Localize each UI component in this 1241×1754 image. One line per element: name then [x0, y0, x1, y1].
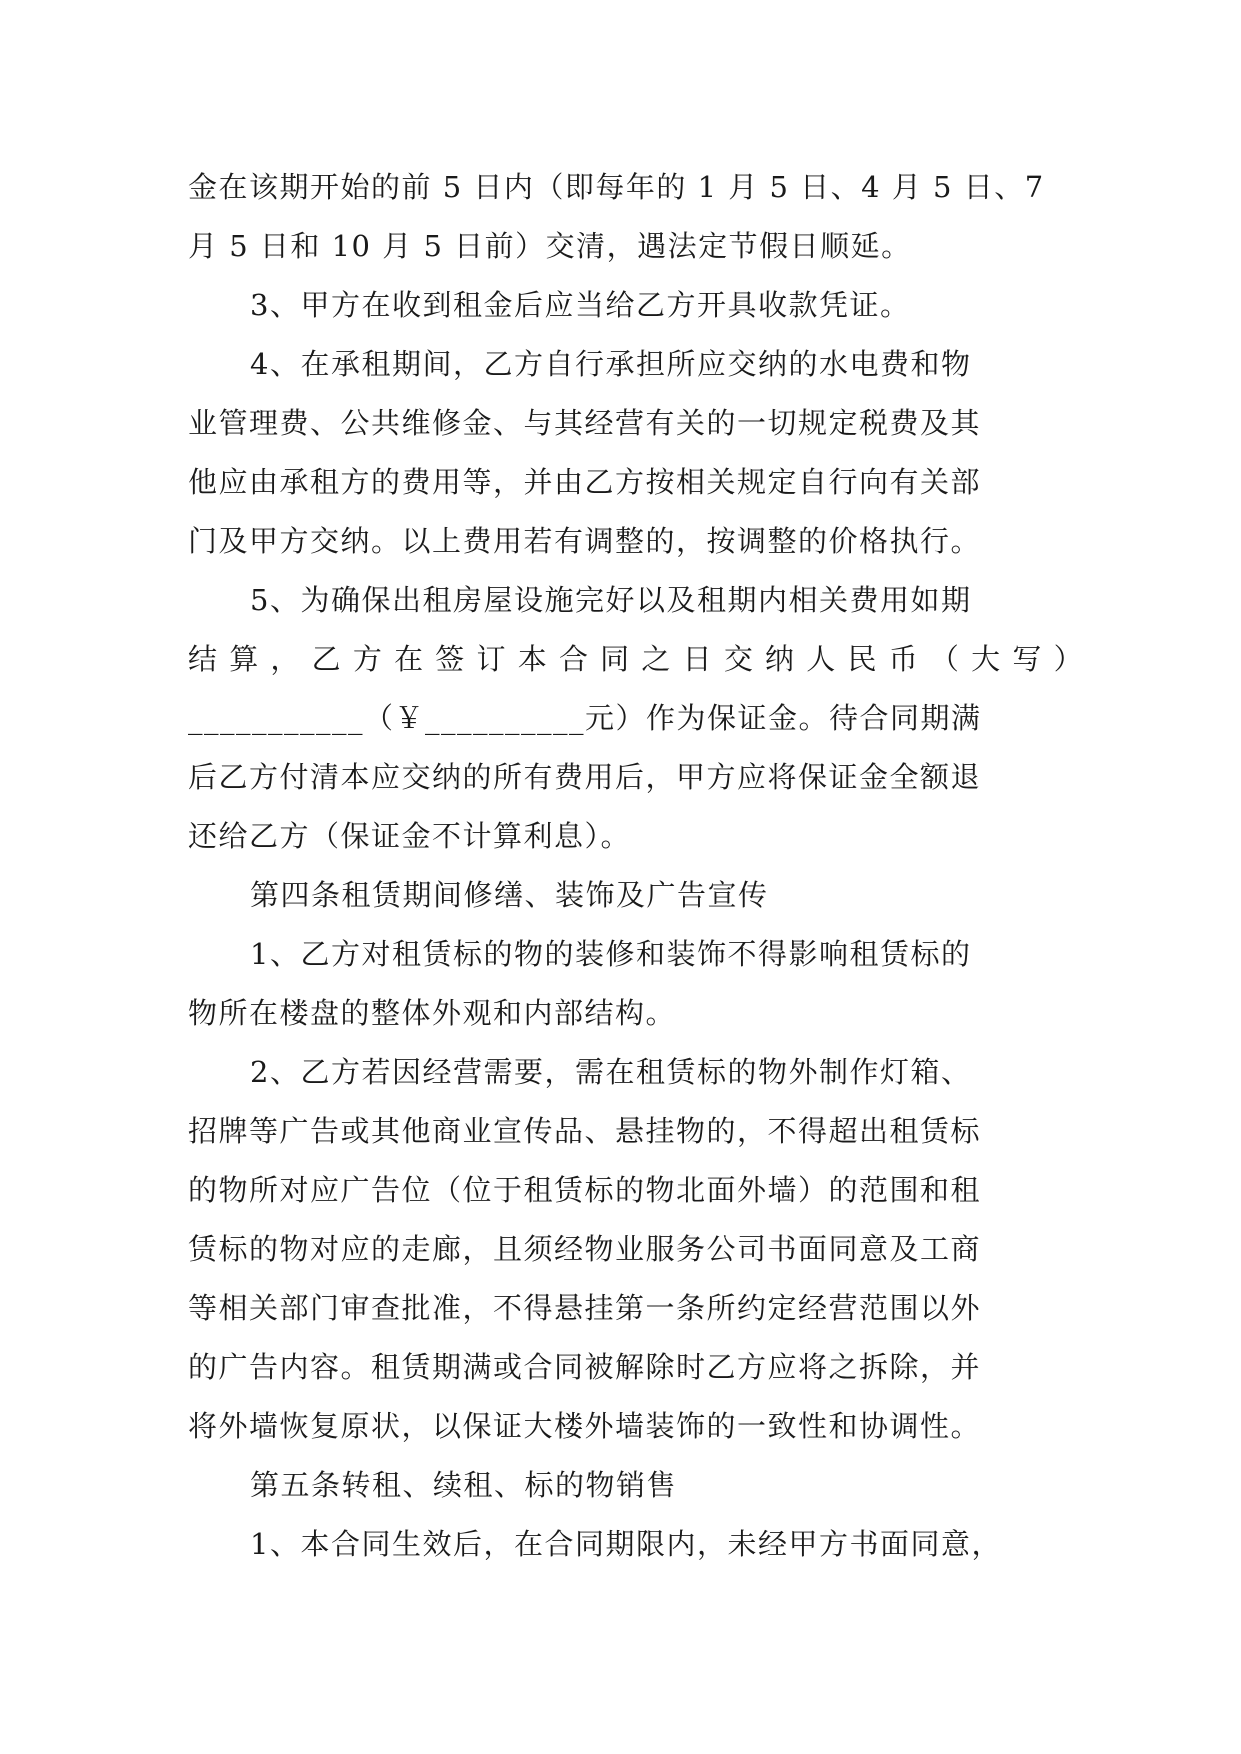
text-line: 月 5 日和 10 月 5 日前）交清，遇法定节假日顺延。: [188, 229, 912, 263]
text-line: 门及甲方交纳。以上费用若有调整的，按调整的价格执行。: [188, 524, 982, 558]
text-line: 物所在楼盘的整体外观和内部结构。: [188, 996, 677, 1030]
clause-4: 4、在承租期间，乙方自行承担所应交纳的水电费和物: [250, 347, 972, 381]
text-line: 还给乙方（保证金不计算利息）。: [188, 819, 632, 853]
contract-body: [188, 158, 1085, 1574]
article-5-heading: 第五条转租、续租、标的物销售: [250, 1468, 678, 1502]
article-5-clause-1: 1、本合同生效后，在合同期限内，未经甲方书面同意，: [250, 1527, 1002, 1561]
text-line: 招牌等广告或其他商业宣传品、悬挂物的，不得超出租赁标: [188, 1114, 982, 1148]
article-4-clause-1: 1、乙方对租赁标的物的装修和装饰不得影响租赁标的: [250, 937, 972, 971]
text-line: 结 算 ， 乙 方 在 签 订 本 合 同 之 日 交 纳 人 民 币 （ 大 写 ）: [188, 642, 1085, 676]
text-line: 将外墙恢复原状，以保证大楼外墙装饰的一致性和协调性。: [188, 1409, 982, 1443]
text-line: 后乙方付清本应交纳的所有费用后，甲方应将保证金全额退: [188, 760, 982, 794]
text-line: 业管理费、公共维修金、与其经营有关的一切规定税费及其: [188, 406, 982, 440]
text-line: 等相关部门审查批准，不得悬挂第一条所约定经营范围以外: [188, 1291, 982, 1325]
deposit-blank-line: ___________（￥__________元）作为保证金。待合同期满: [188, 701, 982, 735]
article-4-clause-2: 2、乙方若因经营需要，需在租赁标的物外制作灯箱、: [250, 1055, 972, 1089]
clause-5: 5、为确保出租房屋设施完好以及租期内相关费用如期: [250, 583, 972, 617]
text-line: 他应由承租方的费用等，并由乙方按相关规定自行向有关部: [188, 465, 982, 499]
clause-3: 3、甲方在收到租金后应当给乙方开具收款凭证。: [250, 288, 911, 322]
text-line: 赁标的物对应的走廊，且须经物业服务公司书面同意及工商: [188, 1232, 982, 1266]
article-4-heading: 第四条租赁期间修缮、装饰及广告宣传: [250, 878, 769, 912]
text-line: 的广告内容。租赁期满或合同被解除时乙方应将之拆除，并: [188, 1350, 982, 1384]
text-line: 金在该期开始的前 5 日内（即每年的 1 月 5 日、4 月 5 日、7: [188, 170, 1045, 204]
text-line: 的物所对应广告位（位于租赁标的物北面外墙）的范围和租: [188, 1173, 982, 1207]
